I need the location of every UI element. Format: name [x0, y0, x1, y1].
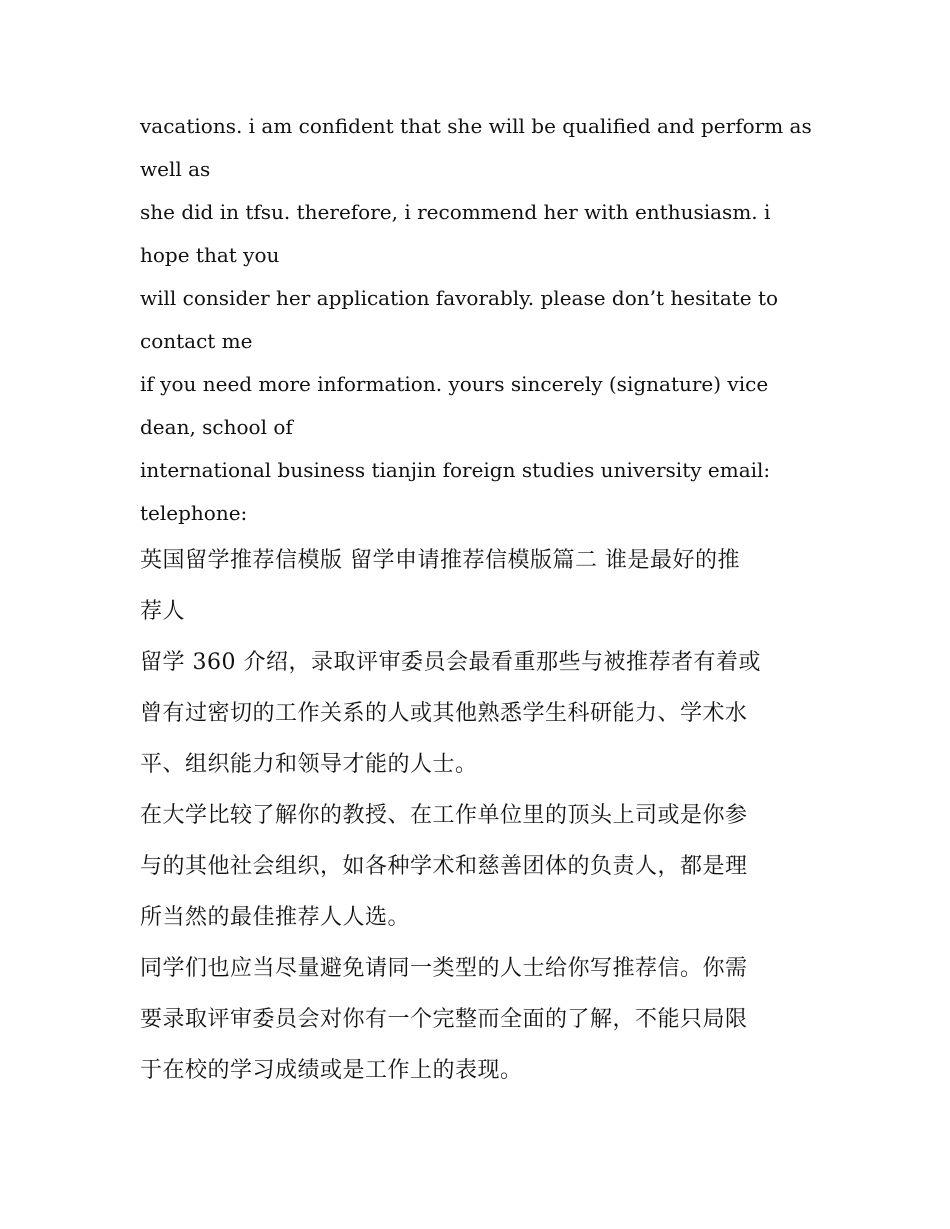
text-line: vacations. i am confident that she will be qualified and perform as	[140, 114, 812, 138]
text-line: dean, school of	[140, 415, 293, 439]
text-line: international business tianjin foreign studies university email:	[140, 458, 771, 482]
paragraph	[140, 790, 820, 943]
text-line: telephone:	[140, 501, 248, 525]
text-line: hope that you	[140, 243, 280, 267]
text-line: if you need more information. yours sincerely (signature) vice	[140, 372, 769, 396]
text-line: 要录取评审委员会对你有一个完整而全面的了解，不能只局限	[140, 1007, 748, 1032]
text-line: 所当然的最佳推荐人人选。	[140, 905, 411, 930]
section-heading	[140, 535, 820, 637]
text-line: contact me	[140, 329, 253, 353]
text-line: well as	[140, 157, 211, 181]
text-line: 留学 360 介绍，录取评审委员会最看重那些与被推荐者有着或	[140, 650, 761, 675]
text-line: 英国留学推荐信模版 留学申请推荐信模版篇二 谁是最好的推	[140, 548, 740, 573]
text-line: she did in tfsu. therefore, i recommend her with enthusiasm. i	[140, 200, 771, 224]
chinese-article-block	[140, 535, 820, 1096]
text-line: will consider her application favorably. please don’t hesitate to	[140, 286, 779, 310]
text-line: 与的其他社会组织，如各种学术和慈善团体的负责人，都是理	[140, 854, 748, 879]
text-line: 于在校的学习成绩或是工作上的表现。	[140, 1058, 523, 1083]
text-line: 曾有过密切的工作关系的人或其他熟悉学生科研能力、学术水	[140, 701, 748, 726]
text-line: 荐人	[140, 599, 186, 624]
paragraph	[140, 637, 820, 790]
text-line: 同学们也应当尽量避免请同一类型的人士给你写推荐信。你需	[140, 956, 748, 981]
text-line: 在大学比较了解你的教授、在工作单位里的顶头上司或是你参	[140, 803, 748, 828]
text-line: 平、组织能力和领导才能的人士。	[140, 752, 478, 777]
english-letter-block	[140, 105, 820, 535]
document-page	[140, 105, 820, 1096]
paragraph	[140, 943, 820, 1096]
